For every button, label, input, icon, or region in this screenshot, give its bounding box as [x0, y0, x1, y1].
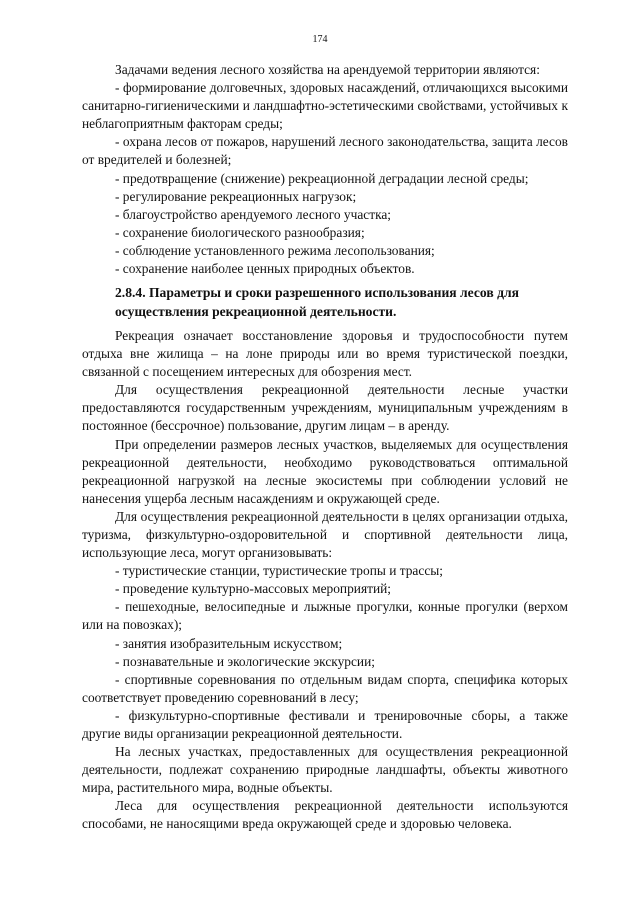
- list-item: - спортивные соревнования по отдельным видам спорта, специфика которых соответствует проведению соревнований в лесу;: [82, 671, 568, 705]
- list-item: - охрана лесов от пожаров, нарушений лесного законодательства, защита лесов от вредителей и болезней;: [82, 134, 568, 168]
- paragraph-area-sizing: При определении размеров лесных участков, выделяемых для осуществления рекреационной деятельности, необходимо руководствоваться оптимальной рекреационной нагрузкой на лесные экосистемы при соблюдении условий не нанесения ущерба лесным насаждениям и окружающей среде.: [82, 436, 568, 506]
- paragraph-preservation: На лесных участках, предоставленных для осуществления рекреационной деятельности, подлежат сохранению природные ландшафты, объекты животного мира, растительного мира, водные объекты.: [82, 744, 568, 796]
- list-item: - сохранение наиболее ценных природных объектов.: [115, 261, 415, 277]
- list-item: - пешеходные, велосипедные и лыжные прогулки, конные прогулки (верхом или на повозках);: [82, 599, 568, 633]
- paragraph-provision: Для осуществления рекреационной деятельности лесные участки предоставляются государственным учреждениям, муниципальным учреждениям в постоянное (бессрочное) пользование, другим лицам – в аренду.: [82, 382, 568, 434]
- page-number: 174: [312, 34, 328, 45]
- list-item: - благоустройство арендуемого лесного участка;: [115, 206, 392, 222]
- paragraph-usage-methods: Леса для осуществления рекреационной деятельности используются способами, не наносящими вреда окружающей среде и здоровью человека.: [82, 798, 568, 832]
- list-item: - занятия изобразительным искусством;: [115, 635, 343, 651]
- list-item: - познавательные и экологические экскурсии;: [115, 653, 375, 669]
- paragraph-tasks-intro: Задачами ведения лесного хозяйства на арендуемой территории являются:: [115, 62, 540, 77]
- paragraph-recreation-definition: Рекреация означает восстановление здоровья и трудоспособности путем отдыха вне жилища – на лоне природы или во время туристической поездки, связанной с посещением интересных для обозрения мест.: [82, 327, 568, 380]
- list-item: - физкультурно-спортивные фестивали и тренировочные сборы, а также другие виды организации рекреационной деятельности.: [82, 707, 568, 741]
- list-item: - сохранение биологического разнообразия;: [115, 224, 365, 240]
- list-item: - соблюдение установленного режима лесопользования;: [115, 242, 435, 258]
- list-item: - предотвращение (снижение) рекреационной деградации лесной среды;: [115, 170, 529, 186]
- list-item: - регулирование рекреационных нагрузок;: [115, 188, 357, 204]
- list-item: - формирование долговечных, здоровых насаждений, отличающихся высокими санитарно-гигиеническими и ландшафтно-эстетическими свойствами, устойчивых к неблагоприятным факторам среды;: [82, 80, 568, 132]
- list-item: - проведение культурно-массовых мероприятий;: [115, 581, 392, 597]
- section-heading: 2.8.4. Параметры и сроки разрешенного использования лесов для осуществления рекреационной деятельности.: [115, 285, 519, 319]
- page-content: [82, 61, 568, 834]
- list-item: - туристические станции, туристические тропы и трассы;: [115, 563, 443, 579]
- paragraph-activities-intro: Для осуществления рекреационной деятельности в целях организации отдыха, туризма, физкультурно-оздоровительной и спортивной деятельности лица, использующие леса, могут организовывать:: [82, 508, 568, 561]
